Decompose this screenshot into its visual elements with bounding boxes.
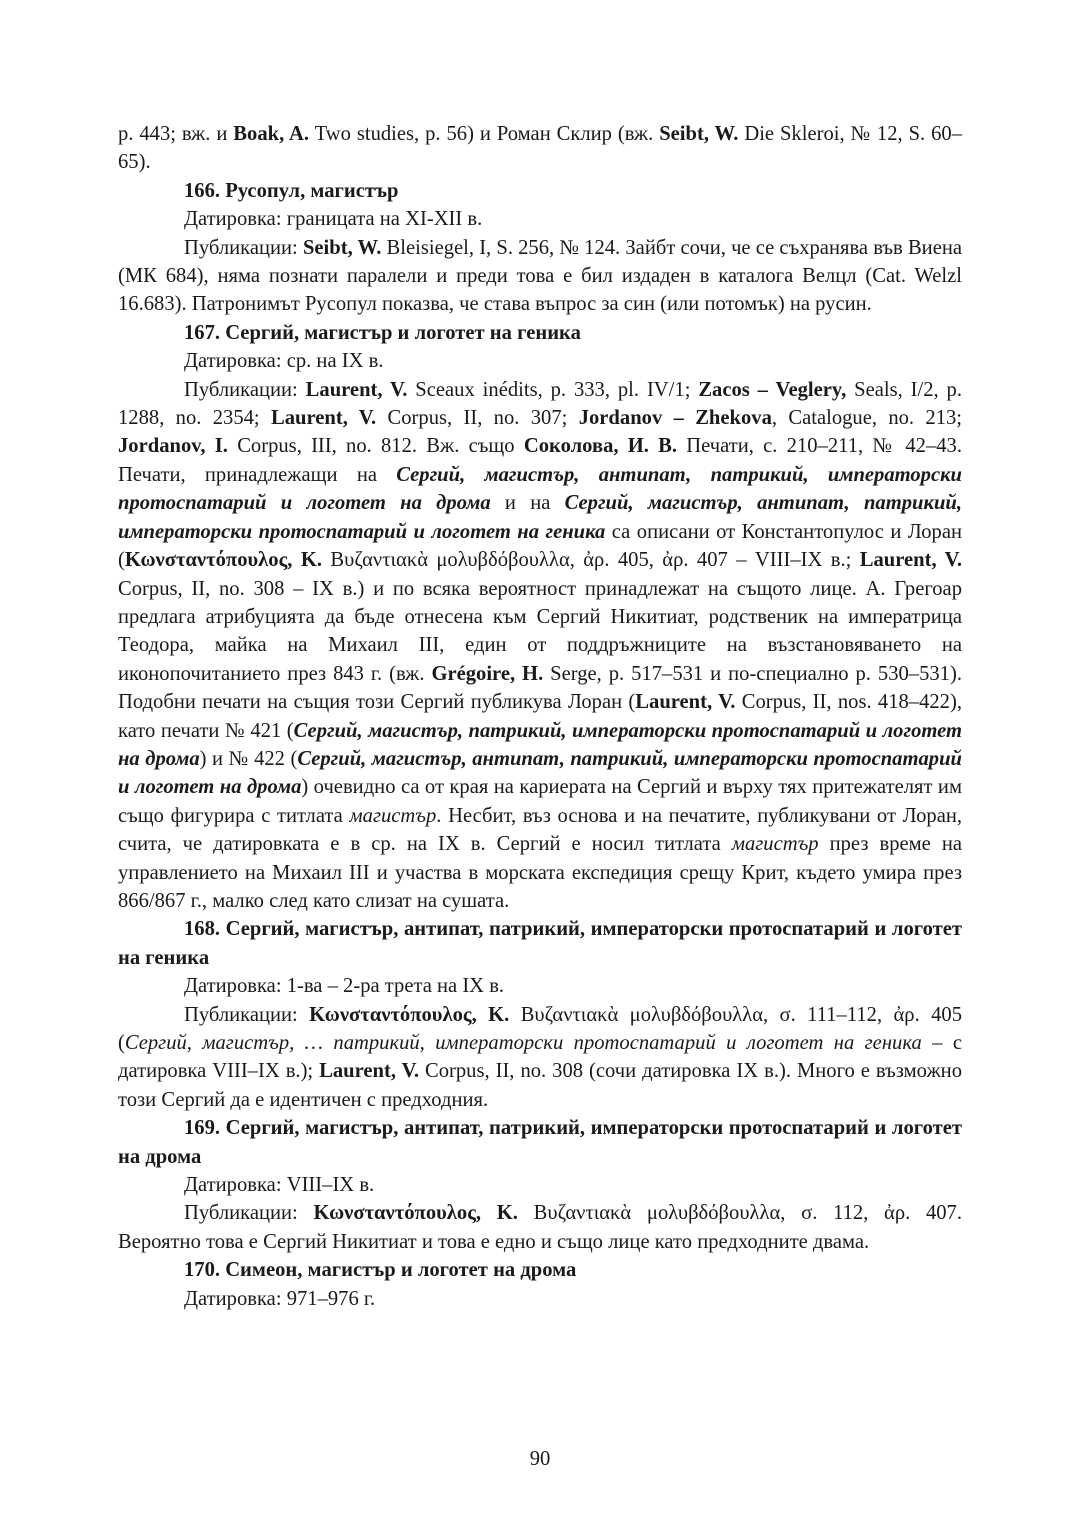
seal-legend-italic: Сергий, магистър, … патрикий, императорски протоспатарий и логотет на геника — [124, 1032, 922, 1054]
text-run: – с датировка VIII–IX в.); — [118, 1032, 963, 1083]
entry-publications-168 — [118, 1001, 962, 1115]
text-run: през време на управлението на Михаил III и участва в морската експедиция срещу Крит, където умира през 866/867 г., малко след като слизат на сушата. — [118, 833, 962, 912]
author-ref: Соколова, И. В. — [523, 435, 678, 458]
author-ref: Laurent, V. — [305, 378, 408, 401]
title-italic: магистър — [731, 833, 819, 856]
page-number: 90 — [529, 1448, 551, 1470]
author-ref: Laurent, V. — [859, 549, 962, 572]
author-ref: Κωνσταντόπουλος, Κ. — [124, 549, 322, 572]
seal-title-emphasis: Сергий, магистър, антипат, патрикий, императорски протоспатарий и логотет на дрома — [118, 747, 962, 799]
text-run: , Catalogue, no. 213; — [771, 407, 963, 430]
text-run: Публикации: — [184, 378, 306, 401]
text-run: Публикации: — [184, 1202, 314, 1225]
text-run: Βυζαντιακὰ μολυβδόβουλλα, ἀρ. 405, ἀρ. 407 – VIII–IX в.; — [322, 549, 860, 572]
seal-title-emphasis: Сергий, магистър, патрикий, императорски протоспатарий и логотет на дрома — [118, 719, 962, 770]
entry-heading-166: 166. Русопул, магистър — [184, 179, 399, 202]
author-ref: Zacos – Veglery, — [698, 378, 847, 401]
entry-heading-168: 168. Сергий, магистър, антипат, патрикий, императорски протоспатарий и логотет на геника — [118, 918, 962, 969]
author-ref: Jordanov – Zhekova — [578, 407, 772, 430]
author-ref: Κωνσταντόπουλος, Κ. — [309, 1003, 510, 1026]
title-italic: магистър — [349, 804, 437, 827]
text-run: Seals, I/2, p. 1288, no. 2354; — [118, 378, 962, 430]
entry-publications-169 — [118, 1199, 962, 1256]
author-ref: Laurent, V. — [635, 691, 736, 714]
author-ref: Κωνσταντόπουλος, Κ. — [313, 1202, 518, 1225]
text-run: Βυζαντιακὰ μολυβδόβουλλα, σ. 111–112, ἀρ. 405 ( — [118, 1003, 962, 1054]
author-ref: Laurent, V. — [319, 1060, 419, 1083]
author-ref: Boak, A. — [233, 123, 310, 145]
text-run: Corpus, II, no. 308 – IX в.) и по всяка вероятност принадлежат на същото лице. А. Грегоар предлага атрибуцията да бъде отнесена към Сергий Никитиат, родственик на императрица Теодора, майка на Михаил III, един от поддръжниците на възстановяването на иконопочитанието през 843 г. (вж. — [118, 577, 962, 685]
text-run: Corpus, II, no. 308 (сочи датировка IX в.). Много е възможно този Сергий да е идентичен с предходния. — [118, 1060, 962, 1111]
author-ref: Seibt, W. — [659, 123, 739, 145]
text-run: Βυζαντιακὰ μολυβδόβουλλα, σ. 112, ἀρ. 407. Вероятно това е Сергий Никитиат и това е едно и също лице като предходните двама. — [118, 1202, 962, 1253]
author-ref: Laurent, V. — [270, 407, 377, 430]
text-run: ) и № 422 ( — [199, 747, 298, 770]
text-run: Публикации: — [184, 1003, 310, 1026]
entry-dating-168: Датировка: 1-ва – 2-ра трета на IX в. — [184, 975, 505, 998]
author-ref: Grégoire, H. — [431, 662, 544, 685]
intro-paragraph — [118, 120, 962, 177]
text-run: Sceaux inédits, p. 333, pl. IV/1; — [407, 378, 699, 401]
text-run: Serge, p. 517–531 и по-специално p. 530–531). Подобни печати на същия този Сергий публикува Лоран ( — [118, 662, 962, 714]
entry-dating-166: Датировка: границата на XI-XII в. — [184, 208, 483, 231]
text-run: и на — [490, 492, 565, 515]
seal-title-emphasis: Сергий, магистър, антипат, патрикий, императорски протоспатарий и логотет на дрома — [118, 463, 962, 515]
text-run: Corpus, III, no. 812. Вж. също — [227, 435, 524, 458]
author-ref: Seibt, W. — [302, 236, 382, 259]
entry-heading-169: 169. Сергий, магистър, антипат, патрикий, императорски протоспатарий и логотет на дрома — [118, 1117, 962, 1168]
text-run: . Несбит, въз основа и на печатите, публикувани от Лоран, счита, че датировката е в ср. на IX в. Сергий е носил титлата — [118, 804, 963, 856]
entry-heading-170: 170. Симеон, магистър и логотет на дрома — [184, 1259, 577, 1282]
text-run: Corpus, II, nos. 418–422), като печати № 421 ( — [118, 691, 962, 742]
author-ref: Jordanov, I. — [118, 435, 228, 458]
seal-title-emphasis: Сергий, магистър, антипат, патрикий, императорски протоспатарий и логотет на геника — [118, 492, 962, 543]
text-run: ) очевидно са от края на кариерата на Сергий и върху тях притежателят им също фигурира с титлата — [118, 776, 962, 827]
entry-dating-169: Датировка: VIII–IX в. — [184, 1174, 375, 1197]
entry-dating-167: Датировка: ср. на IX в. — [184, 350, 384, 373]
text-run: Публикации: — [184, 236, 303, 259]
entry-publications-167 — [118, 376, 962, 916]
entry-dating-170: Датировка: 971–976 г. — [184, 1287, 376, 1310]
text-run: Corpus, II, no. 307; — [376, 407, 579, 430]
body-text — [118, 120, 962, 1313]
text-run: Die Skleroi, № 12, S. 60–65). — [118, 123, 962, 174]
entry-heading-167: 167. Сергий, магистър и логотет на геника — [184, 321, 581, 344]
entry-publications-166 — [118, 234, 962, 319]
text-run: са описани от Константопулос и Лоран ( — [118, 520, 962, 572]
text-run: Bleisiegel, I, S. 256, № 124. Зайбт сочи, че се съхранява във Виена (МК 684), няма познати паралели и преди това е бил издаден в каталога Велцл (Cat. Welzl 16.683). Патронимът Русопул показва, че става въпрос за син (или потомък) на русин. — [118, 236, 963, 316]
text-run: p. 443; вж. и — [118, 123, 234, 145]
text-run: Two studies, p. 56) и Роман Склир (вж. — [309, 123, 660, 145]
text-run: Печати, с. 210–211, № 42–43. Печати, принадлежащи на — [118, 435, 962, 486]
